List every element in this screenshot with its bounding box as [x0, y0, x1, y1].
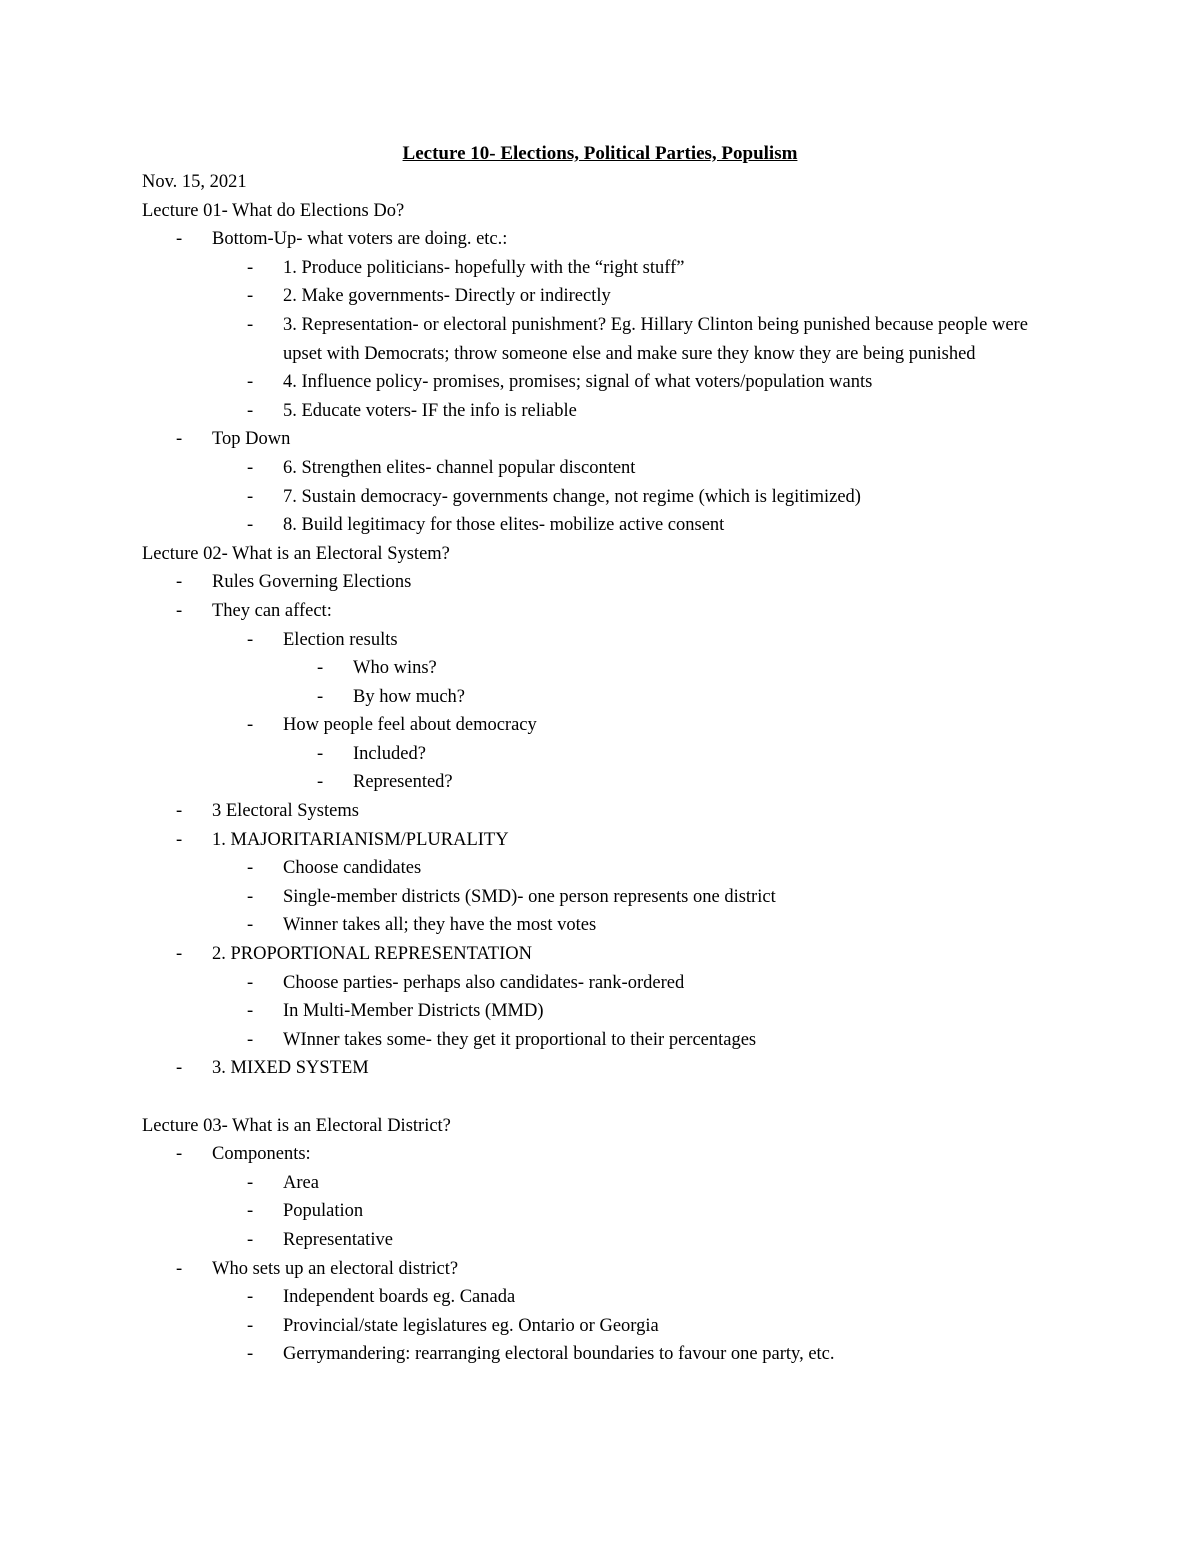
- list-item-text: 2. Make governments- Directly or indirectly: [283, 286, 611, 307]
- bullet-dash: -: [176, 600, 183, 621]
- list-item-text: Representative: [283, 1229, 393, 1250]
- list-item-text: Components:: [212, 1144, 311, 1165]
- list-item-text: 7. Sustain democracy- governments change, not regime (which is legitimized): [283, 486, 861, 507]
- bullet-dash: -: [317, 772, 324, 793]
- list-item-text: Winner takes all; they have the most votes: [283, 915, 597, 936]
- list-item-text: Population: [283, 1201, 364, 1222]
- list-item-text: 1. MAJORITARIANISM/PLURALITY: [212, 829, 509, 850]
- list-item-text: Included?: [353, 743, 426, 764]
- bullet-dash: -: [317, 686, 324, 707]
- list-item-text: Choose parties- perhaps also candidates- rank-ordered: [283, 972, 685, 993]
- bullet-dash: -: [247, 1201, 254, 1222]
- list-item: [142, 1312, 1062, 1341]
- bullet-dash: -: [176, 572, 183, 593]
- list-item: [142, 654, 1062, 683]
- list-item: [142, 1226, 1062, 1255]
- bullet-dash: -: [176, 944, 183, 965]
- bullet-dash: -: [247, 1344, 254, 1365]
- top-down-label: Top Down: [212, 429, 291, 450]
- list-item-text: How people feel about democracy: [283, 715, 537, 736]
- list-item: [142, 911, 1062, 940]
- bullet-dash: -: [247, 400, 254, 421]
- list-item-text: 5. Educate voters- IF the info is reliable: [283, 400, 577, 421]
- list-item: [142, 826, 1062, 855]
- list-item: [142, 1169, 1062, 1198]
- bullet-dash: -: [247, 858, 254, 879]
- list-item-text: 8. Build legitimacy for those elites- mobilize active consent: [283, 515, 725, 536]
- list-item-text: In Multi-Member Districts (MMD): [283, 1001, 544, 1022]
- list-item: [142, 940, 1062, 969]
- list-item: [142, 597, 1062, 626]
- list-item-text: Area: [283, 1172, 319, 1193]
- list-item: [142, 1140, 1062, 1169]
- bullet-dash: -: [247, 1172, 254, 1193]
- bullet-dash: -: [247, 372, 254, 393]
- list-item-text: By how much?: [353, 686, 466, 707]
- list-item: [142, 425, 1062, 454]
- bullet-dash: -: [247, 314, 254, 335]
- list-item-text: Who sets up an electoral district?: [212, 1258, 459, 1279]
- list-item: [142, 854, 1062, 883]
- list-item: [142, 1283, 1062, 1312]
- list-item-text: WInner takes some- they get it proportional to their percentages: [283, 1029, 757, 1050]
- bottom-up-label: Bottom-Up- what voters are doing. etc.:: [212, 229, 508, 250]
- bullet-dash: -: [317, 658, 324, 679]
- list-item: [142, 1340, 1062, 1369]
- lecture-03-heading: Lecture 03- What is an Electoral District?: [142, 1115, 451, 1136]
- date-line: Nov. 15, 2021: [142, 172, 247, 192]
- bullet-dash: -: [176, 801, 183, 822]
- lecture-02-heading: Lecture 02- What is an Electoral System?: [142, 543, 450, 564]
- list-item: [142, 740, 1062, 769]
- lecture-01-heading: Lecture 01- What do Elections Do?: [142, 200, 405, 221]
- list-item-text: 3 Electoral Systems: [212, 801, 359, 822]
- list-item: [142, 1054, 1062, 1083]
- list-item-text: Represented?: [353, 772, 453, 793]
- list-item: [142, 397, 1062, 426]
- bullet-dash: -: [247, 515, 254, 536]
- list-item: [142, 454, 1062, 483]
- bullet-dash: -: [176, 229, 183, 250]
- bullet-dash: -: [247, 286, 254, 307]
- list-item-text: Choose candidates: [283, 858, 422, 879]
- list-item-text: 2. PROPORTIONAL REPRESENTATION: [212, 944, 532, 965]
- bullet-dash: -: [176, 829, 183, 850]
- list-item-text: They can affect:: [212, 600, 332, 621]
- list-item: [142, 368, 1062, 397]
- list-item: [142, 511, 1062, 540]
- list-item: [142, 311, 1062, 368]
- bullet-dash: -: [176, 1258, 183, 1279]
- list-item-text: 1. Produce politicians- hopefully with the “right stuff”: [283, 257, 685, 278]
- bullet-dash: -: [176, 429, 183, 450]
- list-item: [142, 1255, 1062, 1284]
- list-item: [142, 711, 1062, 740]
- bullet-dash: -: [247, 715, 254, 736]
- list-item-text: Independent boards eg. Canada: [283, 1287, 516, 1308]
- list-item: [142, 969, 1062, 998]
- bullet-dash: -: [247, 457, 254, 478]
- bullet-dash: -: [247, 629, 254, 650]
- list-item: [142, 997, 1062, 1026]
- blank-line: [142, 1083, 1062, 1112]
- list-item: [142, 483, 1062, 512]
- list-item: [142, 282, 1062, 311]
- bullet-dash: -: [247, 972, 254, 993]
- list-item-text: 3. Representation- or electoral punishment? Eg. Hillary Clinton being punished because people were upset with Democrats; throw someone else and make sure they know they are being punished: [283, 314, 1028, 364]
- document-title: Lecture 10- Elections, Political Parties, Populism: [402, 143, 798, 164]
- list-item-text: 4. Influence policy- promises, promises; signal of what voters/population wants: [283, 372, 873, 393]
- bullet-dash: -: [247, 257, 254, 278]
- list-item: [142, 254, 1062, 283]
- list-item-text: Provincial/state legislatures eg. Ontario or Georgia: [283, 1315, 659, 1336]
- list-item: [142, 568, 1062, 597]
- list-item-text: Single-member districts (SMD)- one person represents one district: [283, 886, 776, 907]
- bullet-dash: -: [247, 1229, 254, 1250]
- list-item-text: Gerrymandering: rearranging electoral boundaries to favour one party, etc.: [283, 1344, 835, 1365]
- bullet-dash: -: [247, 1315, 254, 1336]
- bullet-dash: -: [247, 1029, 254, 1050]
- notes-body: [142, 168, 1062, 1369]
- bullet-dash: -: [247, 915, 254, 936]
- bullet-dash: -: [247, 1287, 254, 1308]
- list-item: [142, 225, 1062, 254]
- bullet-dash: -: [176, 1144, 183, 1165]
- list-item: [142, 626, 1062, 655]
- list-item: [142, 768, 1062, 797]
- bullet-dash: -: [247, 1001, 254, 1022]
- list-item: [142, 1197, 1062, 1226]
- list-item-text: Election results: [283, 629, 398, 650]
- list-item-text: Rules Governing Elections: [212, 572, 412, 593]
- bullet-dash: -: [247, 886, 254, 907]
- list-item-text: 6. Strengthen elites- channel popular discontent: [283, 457, 636, 478]
- list-item-text: 3. MIXED SYSTEM: [212, 1058, 369, 1079]
- list-item-text: Who wins?: [353, 658, 437, 679]
- list-item: [142, 683, 1062, 712]
- bullet-dash: -: [176, 1058, 183, 1079]
- list-item: [142, 1026, 1062, 1055]
- list-item: [142, 797, 1062, 826]
- bullet-dash: -: [317, 743, 324, 764]
- bullet-dash: -: [247, 486, 254, 507]
- list-item: [142, 883, 1062, 912]
